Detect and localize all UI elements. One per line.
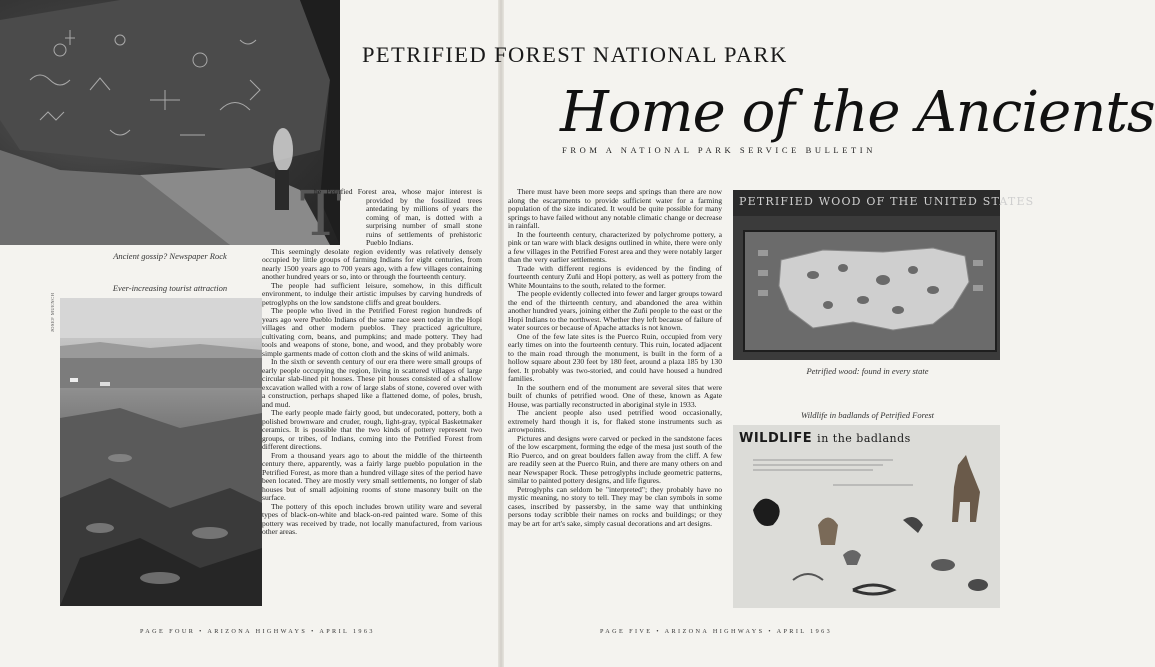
page-footer-left: PAGE FOUR • ARIZONA HIGHWAYS • APRIL 1963 <box>140 628 375 635</box>
paragraph: From a thousand years ago to about the middle of the thirteenth century there, apparently, was a fairly large pueblo population in the Petrified Forest, as more than a hundred village sites of the period have been located. They are mostly very small settlements, no longer of slab houses but of small adjoining rooms of stone masonry built on the surface. <box>262 450 482 502</box>
caption-tourist-attraction: Ever-increasing tourist attraction <box>112 283 228 293</box>
article-subtitle: FROM A NATIONAL PARK SERVICE BULLETIN <box>562 145 876 155</box>
paragraph: The pottery of this epoch includes brown utility ware and several types of black-on-white and black-on-red painted ware. Some of this pottery was received by trade, not locally manufactured, from various other areas. <box>262 501 482 536</box>
paragraph: The people who lived in the Petrified Forest region hundreds of years ago were Pueblo Indians of the same race seen today in the Hopi villages and other modern pueblos. They practiced agriculture, cultivating corn, beans, and pumpkins; and made pottery. They had tools and weapons of stone, bone, and wood, and they probably wore simple garments made of cotton cloth and the skins of wild animals. <box>262 306 482 358</box>
caption-wildlife: Wildlife in badlands of Petrified Forest <box>800 410 935 420</box>
article-column-right <box>508 188 722 608</box>
caption-newspaper-rock: Ancient gossip? Newspaper Rock <box>113 251 227 261</box>
page-footer-right: PAGE FIVE • ARIZONA HIGHWAYS • APRIL 1963 <box>600 628 833 635</box>
photo-credit: JOSEF MUENCH <box>50 292 55 332</box>
wildlife-exhibit-photo <box>733 425 1000 608</box>
article-column-left <box>262 177 482 608</box>
wildlife-banner-rest: in the badlands <box>817 432 911 445</box>
wildlife-diorama-illustration <box>733 425 1000 608</box>
usa-map-illustration <box>733 190 1000 360</box>
paragraph: In the fourteenth century, characterized by polychrome pottery, a pink or tan ware with black designs outlined in white, there were only a few villages in the Petrified Forest area and they were notably larger than the very earlier settlements. <box>508 229 722 264</box>
paragraph: The ancient people also used petrified wood occasionally, extremely hard though it is, for flaked stone instruments such as arrowpoints. <box>508 408 722 434</box>
article-title: Home of the Ancients <box>560 80 1155 145</box>
paragraph: There must have been more seeps and springs than there are now along the escarpments to provide sufficient water for a farming population of the size indicated. It would be quite possible for many springs to have failed without any notable climatic change or decrease in rainfall. <box>508 187 722 230</box>
paragraph: This seemingly desolate region evidently was relatively densely occupied by little groups of farming Indians for eight centuries, from nearly 1500 years ago to 700 years ago, with a few villages containing another hundred years or so, into or through the fourteenth century. <box>262 246 482 281</box>
park-heading: PETRIFIED FOREST NATIONAL PARK <box>362 42 788 67</box>
paragraph: In the southern end of the monument are several sites that were built of chunks of petrified wood. One of these, known as Agate House, was partially reconstructed in aboriginal style in 1933. <box>508 382 722 409</box>
page-gutter <box>498 0 504 667</box>
caption-petrified-wood: Petrified wood: found in every state <box>806 366 929 376</box>
drop-cap: T <box>300 177 342 250</box>
paragraph: he Petrified Forest area, whose major interest is provided by the fossilized trees antedating by millions of years the coming of man, is dotted with a surprising number of small stone ruins of settlements of prehistoric Pueblo Indians. <box>314 187 482 247</box>
badlands-illustration <box>60 298 262 606</box>
paragraph: In the sixth or seventh century of our era there were small groups of early people occupying the region, living in scattered villages of large circular slab-lined pit houses. These pit houses consisted of a shallow excavation walled with a row of large slabs of stone, covered over with a construction, perhaps shaped like a flattened dome, of poles, brush, and mud. <box>262 357 482 409</box>
paragraph: Trade with different regions is evidenced by the finding of fourteenth century Zuñi and Hopi pottery, as well as pottery from the White Mountains to the south, related to the former. <box>508 263 722 290</box>
wildlife-banner-bold: WILDLIFE <box>739 431 813 446</box>
paragraph: Pictures and designs were carved or pecked in the sandstone faces of the low escarpment, forming the edge of the mesa just south of the Rio Puerco, and on great boulders fallen away from the cliff. A few are readily seen at the Puerco Ruin, and there are many others on and near Newspaper Rock. These petroglyphs include geometric patterns, similar to painted pottery designs, and life figures. <box>508 433 722 485</box>
paragraph: The people evidently collected into fewer and larger groups toward the end of the thirteenth century, and abandoned the area within another hundred years, joining either the Zuñi people to the east or the Hopi Indians to the northwest. Whether they left because of failure of water sources or because of Apache attacks is not known. <box>508 289 722 332</box>
paragraph: The early people made fairly good, but undecorated, pottery, both a polished brownware and cruder, rough, light-gray, typical Basketmaker ceramics. It is possible that the two kinds of pottery represent two groups, or tribes, of Indians, coming into the Petrified Forest from different directions. <box>262 408 482 451</box>
tourist-landscape-photo <box>60 298 262 606</box>
paragraph: One of the few late sites is the Puerco Ruin, occupied from very early times on into the fourteenth century. This ruin, located adjacent to the main road through the monument, is built in the form of a hollow square about 230 feet by 180 feet, around a plaza 185 by 130 feet. It probably was two-storied, and could have housed a hundred families. <box>508 331 722 383</box>
paragraph: Petroglyphs can seldom be "interpreted"; they probably have no mystic meaning, no story to tell. They may be clan symbols in some cases, inscribed by passersby, in the same way that unthinking persons today scribble their names on rocks and buildings; or they may be art for art's sake, simply casual decorations and art designs. <box>508 484 722 528</box>
petrified-wood-exhibit-photo <box>733 190 1035 360</box>
paragraph: The people had sufficient leisure, somehow, in this difficult environment, to indulge their artistic impulses by carving hundreds of petroglyphs on the low sandstone cliffs and great boulders. <box>262 280 482 307</box>
exhibit-map-title: PETRIFIED WOOD OF THE UNITED STATES <box>739 195 1035 208</box>
